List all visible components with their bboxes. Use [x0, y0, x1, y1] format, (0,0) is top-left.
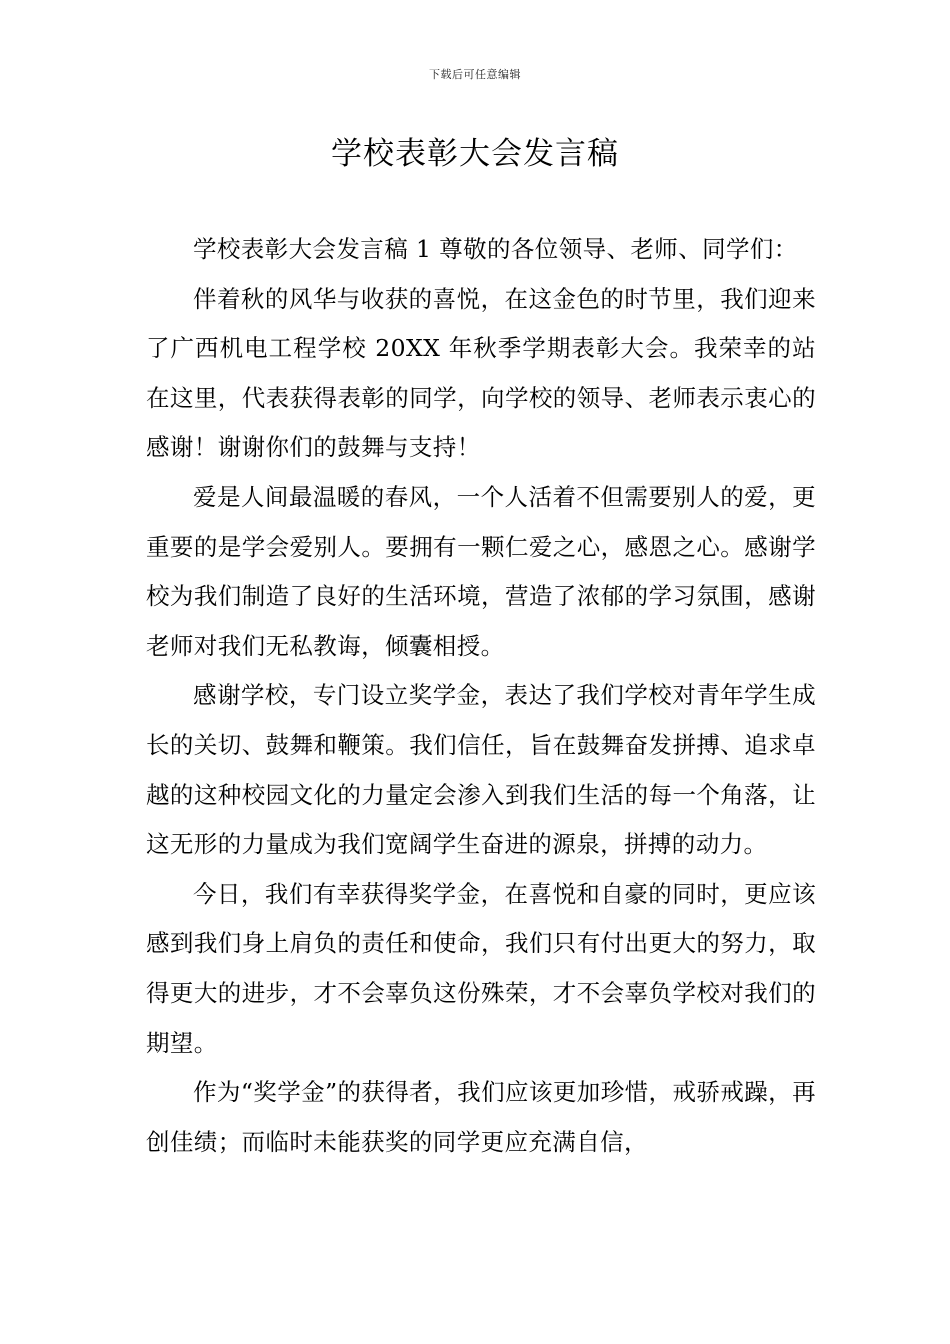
paragraph-5: 今日，我们有幸获得奖学金，在喜悦和自豪的同时，更应该感到我们身上肩负的责任和使命，我们只有付出更大的努力，取得更大的进步，才不会辜负这份殊荣，才不会辜负学校对我们的期望。 — [146, 879, 816, 1057]
paragraph-4: 感谢学校，专门设立奖学金，表达了我们学校对青年学生成长的关切、鼓舞和鞭策。我们信任，旨在鼓舞奋发拼搏、追求卓越的这种校园文化的力量定会渗入到我们生活的每一个角落，让这无形的力量成为我们宽阔学生奋进的源泉，拼搏的动力。 — [146, 681, 816, 859]
paragraph-1: 学校表彰大会发言稿 1 尊敬的各位领导、老师、同学们： — [193, 235, 798, 263]
paragraph-6: 作为“奖学金”的获得者，我们应该更加珍惜，戒骄戒躁，再创佳绩；而临时未能获奖的同学更应充满自信， — [146, 1078, 816, 1156]
document-body — [146, 225, 816, 1167]
paragraph-2: 伴着秋的风华与收获的喜悦，在这金色的时节里，我们迎来了广西机电工程学校 20XX 年秋季学期表彰大会。我荣幸的站在这里，代表获得表彰的同学，向学校的领导、老师表示衷心的感谢！谢谢你们的鼓舞与支持！ — [146, 284, 816, 462]
header-note: 下载后可任意编辑 — [429, 68, 521, 81]
document-title: 学校表彰大会发言稿 — [331, 136, 619, 172]
paragraph-3: 爱是人间最温暖的春风，一个人活着不但需要别人的爱，更重要的是学会爱别人。要拥有一颗仁爱之心，感恩之心。感谢学校为我们制造了良好的生活环境，营造了浓郁的学习氛围，感谢老师对我们无私教诲，倾囊相授。 — [146, 482, 816, 660]
